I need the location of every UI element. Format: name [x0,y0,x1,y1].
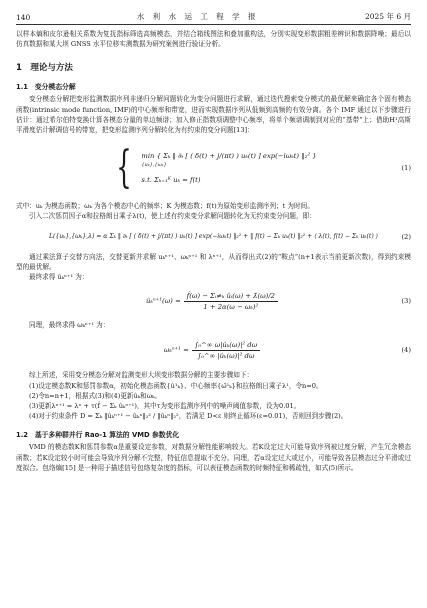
header-rule [16,24,411,25]
journal-name: 水 利 水 运 工 程 学 报 [136,12,259,21]
eq4-lhs: ωₖⁿ⁺¹ = [163,346,189,355]
equation-4 [16,330,411,370]
step-item: (3)更新λⁿ⁺¹ = λⁿ + τ(f̂ − Σₖ ûₖⁿ⁺¹)，其中τ为变形监测序列中的噪声阈值参数，设为0.01。 [29,402,301,411]
eq1-objective-subscript: {uₖ},{ωₖ} [141,162,167,169]
section-1-title: 1 理论与方法 [16,63,73,74]
steps-list [16,381,411,422]
issue-date: 2025 年 6 月 [364,12,411,21]
equation-1: { min { Σₖ ‖ ∂ₜ [ ( δ(t) + j/(πt) ) uₖ(t) ] exp(−iωₖt) ‖₂² } {uₖ},{ωₖ} s.t. Σₖ₌₁ᴷ uₖ = f(t) (1) [116,142,411,194]
eq1-number: (1) [401,164,411,173]
eq1-constraint: s.t. Σₖ₌₁ᴷ uₖ = f(t) [141,176,201,185]
equation-2 [16,222,411,252]
equation-3 [16,282,411,320]
subsection-1-2-title: 1.2 基于多种群并行 Rao-1 算法的 VMD 参数优化 [16,431,180,440]
eq3-denominator: 1 + 2α(ω − ωₖ)² [203,302,259,311]
eq3-numerator: f̂(ω) − Σᵢ≠ₖ ûᵢ(ω) + λ̂(ω)/2 [184,292,278,302]
intro-paragraph: 以样本熵和皮尔逊相关系数为复抚指标筛选高频模态，并结合箱线图法和叠加重构法，分别实现变形数据粗差辨识和数据降噪；最后以仿真数据和某大坝 GNSS 水平位移实测数据为研究案例进行验证分析。 [16,30,411,49]
vmd-intro-paragraph: 变分模态分解把变形监测数据序列非递归分解问题转化为变分问题进行求解，通过迭代搜索变分模式的最优解来确定各个固有模态函数(intrinsic mode function, IMF)的中心频率和带宽，进而实现数据序列从低频到高频的有效分离。各个 IMF 通过以下步骤进行估计：通过希尔伯特变换计算各模态分量的单边频谱；加入修正指数项调整中心频率，将单个频谱调制到对应的“基带”上；借助H¹高斯平滑度估计解调信号的带宽，把变形监测序列分解转化为有约束的变分问题[13]： [16,95,411,135]
paper-page [16,10,411,473]
admm-paragraph: 通过乘法算子交替方向法，交替更新并求解 uₖⁿ⁺¹、ωₖⁿ⁺¹ 和 λⁿ⁺¹，从而得出式(2)的“鞍点”(n+1表示当前更新次数)，得到约束模型的最优解。 [16,252,411,271]
eq2-number: (2) [401,232,411,241]
eq4-numerator: ∫₀^∞ ω|ûₖ(ω)|² dω [192,341,260,351]
eq1-explanation: 式中：uₖ 为模态函数；ωₖ 为各个模态中心的频率；K 为模态数；f(t)为原始变形监测序列；t 为时间。 [16,202,314,211]
subsection-1-1-title: 1.1 变分模态分解 [16,83,76,92]
step-item: (4)对于约束条件 D = Σₖ ‖ûₖⁿ⁺¹ − ûₖⁿ‖₂² / ‖ûₖⁿ‖₂²，若满足 D<ε 则终止循环(ε=0.01)，否则回到步骤(2)。 [29,412,348,421]
eq3-lhs: ûₖⁿ⁺¹(ω) = [146,297,181,306]
omega-result-intro: 同理，最终求得 ωₖⁿ⁺¹ 为： [29,321,110,330]
steps-intro: 综上所述，采用变分模态分解对监测变形大坝变形数据分解的主要步骤如下： [29,371,254,380]
running-header [16,10,411,22]
lagrange-paragraph: 引入二次惩罚因子α和拉格朗日乘子λ(t)，使上述有约束变分求解问题转化为无约束变分问题，即： [29,212,316,221]
eq4-denominator: ∫₀^∞ |ûₖ(ω)|² dω [197,351,255,360]
eq3-number: (3) [401,297,411,306]
u-result-intro: 最终求得 ûₖⁿ⁺¹ 为： [29,273,89,282]
step-item: (1)设定模态数K和惩罚参数α，初始化模态函数{û¹ₖ}、中心频率{ω̂¹ₖ}和拉格朗日乘子λ¹，令n=0。 [29,381,323,390]
page-number: 140 [16,13,31,22]
eq2-body: L({uₖ},{ωₖ},λ) = α Σₖ ‖ ∂ₜ [ ( δ(t) + j/(πt) ) uₖ(t) ] exp(−iωₖt) ‖₂² + ‖ f(t) − Σₖ uₖ(t) ‖₂² + ⟨ λ(t), f(t) − Σₖ uₖ(t) ⟩ [48,233,379,241]
step-item: (2)令n=n+1，根据式(3)和(4)更新ûₖ和ωₖ。 [29,391,162,400]
eq1-objective: min { Σₖ ‖ ∂ₜ [ ( δ(t) + j/(πt) ) uₖ(t) ] exp(−iωₖt) ‖₂² } [141,152,317,161]
vmd-parameter-paragraph: VMD 的模态数K和惩罚参数α是重要设定参数，对数据分解性能影响较大。若K设定过大可能导致序列被过度分解，产生冗余模态函数；若K设定较小时可能会导致序列分解不完整，特征信息提取不充分。同理，若α设定过大或过小，可能导致各层模态过分平滑或过度拟合。包络熵[15] 是一种用于描述信号包络复杂度的指标，可以表征模态函数的时频特征和稀疏性，如式(5)所示。 [16,443,411,472]
eq4-number: (4) [401,346,411,355]
